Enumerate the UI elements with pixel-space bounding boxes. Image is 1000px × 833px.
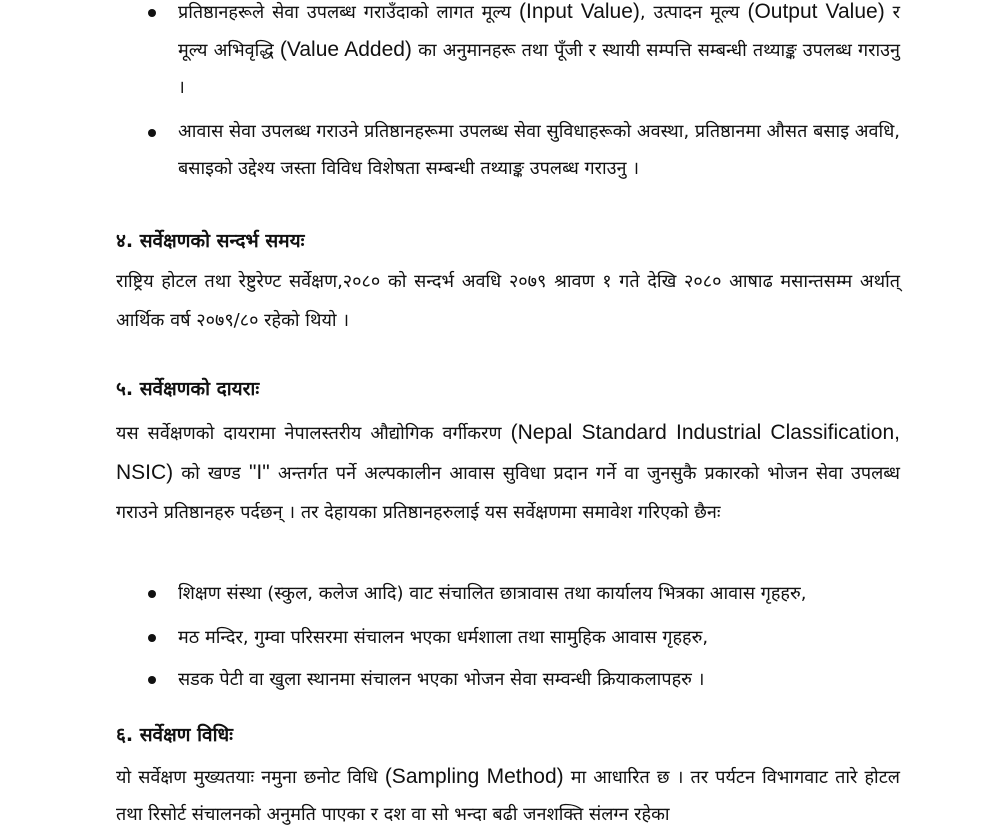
text-segment-latin: (Input Value): [519, 0, 640, 23]
exclusion-text: शिक्षण संस्था (स्कुल, कलेज आदि) वाट संचालित छात्रावास तथा कार्यालय भित्रका आवास गृहहरु,: [178, 583, 807, 604]
bullet-dot: [148, 634, 156, 642]
bullet-dot: [148, 676, 156, 684]
text-segment-latin: (Output Value): [747, 0, 885, 23]
bullet-text: [178, 0, 900, 106]
text-segment: प्रतिष्ठानहरूले सेवा उपलब्ध गराउँदाको लागत मूल्य: [178, 2, 520, 23]
text-segment: र मूल्य अभिवृद्धि: [178, 2, 900, 61]
bullet-text: [178, 113, 900, 187]
text-segment: अन्तर्गत पर्ने अल्पकालीन आवास सुविधा प्रदान गर्ने वा जुनसुकै प्रकारको भोजन सेवा उपलब्ध गराउने प्रतिष्ठानहरु पर्दछन् । तर देहायका प्रतिष्ठानहरुलाई यस सर्वेक्षणमा समावेश गरिएको छैनः: [116, 463, 900, 523]
text-segment-latin: (Sampling Method): [384, 765, 564, 788]
text-segment: मा आधारित छ । तर पर्यटन विभागवाट तारे होटल तथा रिसोर्ट संचालनको अनुमति पाएका र दश वा सो भन्दा बढी जनशक्ति संलग्न रहेका: [116, 767, 900, 825]
text-segment: , उत्पादन मूल्य: [639, 2, 748, 23]
bullet-dot: [148, 590, 156, 598]
section-4-heading: ४. सर्वेक्षणको सन्दर्भ समयः: [116, 230, 305, 252]
text-segment: यो सर्वेक्षण मुख्यतयाः नमुना छनोट विधि: [116, 767, 385, 788]
section-4-body: राष्ट्रिय होटल तथा रेष्टुरेण्ट सर्वेक्षण,२०८० को सन्दर्भ अवधि २०७९ श्रावण १ गते देखि २०८० आषाढ मसान्तसम्म अर्थात् आर्थिक वर्ष २०७९/८० रहेको थियो ।: [116, 271, 900, 331]
text-segment: आवास सेवा उपलब्ध गराउने प्रतिष्ठानहरूमा उपलब्ध सेवा सुविधाहरूको अवस्था, प्रतिष्ठानमा औसत बसाइ अवधि, बसाइको उद्देश्य जस्ता विविध विशेषता सम्बन्धी तथ्याङ्क उपलब्ध गराउनु ।: [178, 121, 900, 179]
section-5-heading: ५. सर्वेक्षणको दायराः: [116, 378, 260, 400]
text-segment-latin: (Value Added): [279, 38, 412, 61]
bullet-dot: [148, 9, 156, 17]
exclusion-text: सडक पेटी वा खुला स्थानमा संचालन भएका भोजन सेवा सम्वन्धी क्रियाकलापहरु ।: [178, 669, 705, 690]
section-6-body: [116, 758, 900, 833]
text-segment-latin: "I": [248, 461, 270, 484]
section-5-body: [116, 413, 900, 532]
text-segment: का अनुमानहरू तथा पूँजी र स्थायी सम्पत्ति सम्बन्धी तथ्याङ्क उपलब्ध गराउनु ।: [178, 40, 900, 98]
section-6-heading: ६. सर्वेक्षण विधिः: [116, 724, 234, 746]
text-segment: को खण्ड: [173, 463, 249, 484]
text-segment-latin: (Nepal Standard Industrial Classification, NSIC): [116, 421, 900, 484]
exclusion-text: मठ मन्दिर, गुम्वा परिसरमा संचालन भएका धर्मशाला तथा सामुहिक आवास गृहहरु,: [178, 627, 709, 648]
bullet-dot: [148, 129, 156, 137]
text-segment: यस सर्वेक्षणको दायरामा नेपालस्तरीय औद्योगिक वर्गीकरण: [116, 423, 511, 444]
